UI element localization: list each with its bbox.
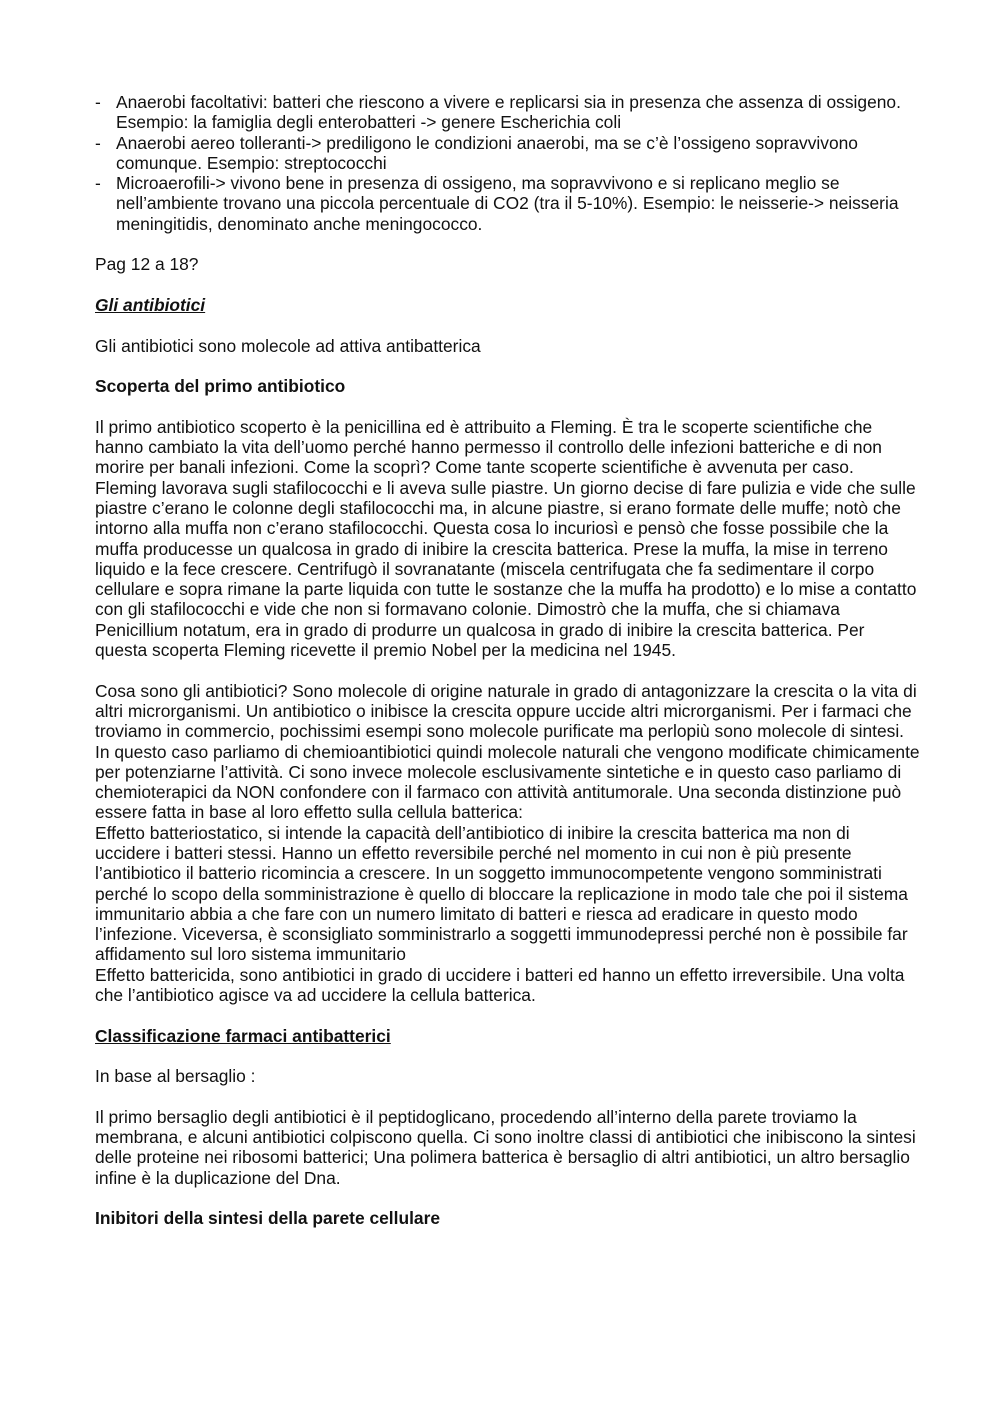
definition-paragraph: Cosa sono gli antibiotici? Sono molecole di origine naturale in grado di antagonizzare la crescita o la vita di altri microrganismi. Un antibiotico o inibisce la crescita oppure uccide altri microrganismi. Per i farmaci che troviamo in commercio, pochissimi esempi sono molecole purificate ma perlopiù sono molecole di sintesi. In questo caso parliamo di chemioantibiotici quindi molecole naturali che vengono modificate chimicamente per potenziarne l’attività. Ci sono invece molecole esclusivamente sintetiche e in questo caso parliamo di chemioterapici da NON confondere con il farmaco con attività antitumorale. Una seconda distinzione può essere fatta in base al loro effetto sulla cellula batterica: xyxy=(95,680,920,823)
list-item-text: Anaerobi aereo tolleranti-> prediligono le condizioni anaerobi, ma se c’è l’ossigeno sopravvivono comunque. Esempio: streptococchi xyxy=(116,132,858,173)
section-heading-discovery: Scoperta del primo antibiotico xyxy=(95,376,346,397)
section-heading-text: Classificazione farmaci antibatterici xyxy=(95,1025,391,1046)
section-heading-text: Gli antibiotici xyxy=(95,294,206,315)
bacteriostatic-paragraph: Effetto batteriostatico, si intende la capacità dell’antibiotico di inibire la crescita batterica ma non di uccidere i batteri stessi. Hanno un effetto reversibile perché nel momento in cui non è più presente l’antibiotico il batterio ricomincia a crescere. In un soggetto immunocompetente vengono somministrati perché lo scopo della somministrazione è quello di bloccare la replicazione in modo tale che poi il sistema immunitario abbia a che fare con un numero limitato di batteri e riesca ad eradicare in questo modo l’infezione. Viceversa, è sconsigliato somministrarlo a soggetti immunodepressi perché non è possibile far affidamento sul loro sistema immunitario xyxy=(95,822,908,965)
targets-paragraph: Il primo bersaglio degli antibiotici è il peptidoglicano, procedendo all’interno della parete troviamo la membrana, e alcuni antibiotici colpiscono quella. Ci sono inoltre classi di antibiotici che inibiscono la sintesi delle proteine nei ribosomi batterici; Una polimera batterica è bersaglio di altri antibiotici, un altro bersaglio infine è la duplicazione del Dna. xyxy=(95,1106,916,1188)
bactericidal-paragraph: Effetto battericida, sono antibiotici in grado di uccidere i batteri ed hanno un effetto irreversibile. Una volta che l’antibiotico agisce va ad uccidere la cellula batterica. xyxy=(95,964,905,1006)
section-heading-classification xyxy=(95,1026,920,1046)
bullet-dash: - xyxy=(95,173,101,194)
section-heading-cell-wall-inhibitors: Inibitori della sintesi della parete cellulare xyxy=(95,1208,441,1229)
list-item xyxy=(95,92,920,133)
target-intro: In base al bersaglio : xyxy=(95,1066,256,1087)
page-reference: Pag 12 a 18? xyxy=(95,254,199,275)
discovery-paragraph: Il primo antibiotico scoperto è la penicillina ed è attribuito a Fleming. È tra le scoperte scientifiche che hanno cambiato la vita dell’uomo perché hanno permesso il controllo delle infezioni batteriche e di non morire per banali infezioni. Come la scoprì? Come tante scoperte scientifiche è avvenuta per caso. Fleming lavorava sugli stafilococchi e li aveva sulle piastre. Un giorno decise di fare pulizia e vide che sulle piastre c’erano le colonne degli stafilococchi ma, in alcune piastre, si erano formate delle muffe; notò che intorno alla muffa non c’erano stafilococchi. Questa cosa lo incuriosì e pensò che fosse possibile che la muffa producesse un qualcosa in grado di inibire la crescita batterica. Prese la muffa, la mise in terreno liquido e la fece crescere. Centrifugò il sovranatante (miscela centrifugata che fa sedimentare il corpo cellulare e sopra rimane la parte liquida con tutte le sostanze che la muffa ha prodotto) e lo mise a contatto con gli stafilococchi e vide che non si formavano colonie. Dimostrò che la muffa, che si chiamava Penicillium notatum, era in grado di produrre un qualcosa in grado di inibire la crescita batterica. Per questa scoperta Fleming ricevette il premio Nobel per la medicina nel 1945. xyxy=(95,416,917,661)
bullet-dash: - xyxy=(95,132,101,153)
list-item-text: Anaerobi facoltativi: batteri che riescono a vivere e replicarsi sia in presenza che assenza di ossigeno. Esempio: la famiglia degli enterobatteri -> genere Escherichia coli xyxy=(116,92,901,133)
list-item xyxy=(95,173,920,234)
list-item-text: Microaerofili-> vivono bene in presenza di ossigeno, ma sopravvivono e si replicano meglio se nell’ambiente trovano una piccola percentuale di CO2 (tra il 5-10%). Esempio: le neisserie-> neisseria meningitidis, denominato anche meningococco. xyxy=(116,173,899,234)
intro-paragraph: Gli antibiotici sono molecole ad attiva antibatterica xyxy=(95,335,481,356)
oxygen-requirement-list xyxy=(95,92,920,234)
section-heading-antibiotics xyxy=(95,295,920,315)
list-item xyxy=(95,133,920,174)
bullet-dash: - xyxy=(95,92,101,112)
